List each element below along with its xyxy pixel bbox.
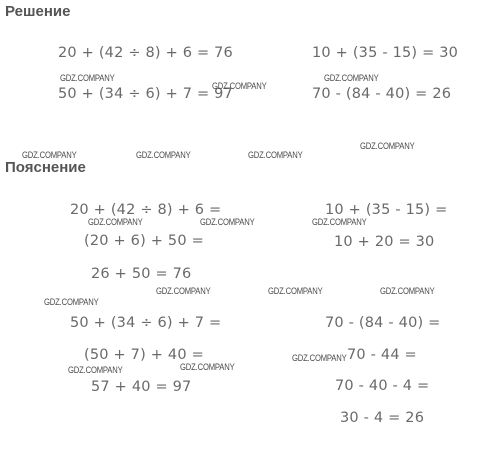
explanation-step-right: 30 - 4 = 26 — [340, 410, 425, 426]
watermark: GDZ.COMPANY — [88, 217, 143, 227]
explanation-step-right: 10 + (35 - 15) = — [325, 202, 448, 218]
watermark: GDZ.COMPANY — [156, 286, 211, 296]
explanation-step-right: 70 - (84 - 40) = — [325, 315, 441, 331]
watermark: GDZ.COMPANY — [292, 353, 347, 363]
solution-equation: 10 + (35 - 15) = 30 — [312, 45, 459, 61]
explanation-step-right: 70 - 44 = — [347, 347, 417, 363]
explanation-step-right: 70 - 40 - 4 = — [335, 378, 430, 394]
watermark: GDZ.COMPANY — [248, 150, 303, 160]
watermark: GDZ.COMPANY — [60, 73, 115, 83]
watermark: GDZ.COMPANY — [180, 362, 235, 372]
solution-equation: 50 + (34 ÷ 6) + 7 = 97 — [58, 86, 233, 102]
solution-heading: Решение — [5, 3, 71, 20]
explanation-step-left: 26 + 50 = 76 — [91, 266, 192, 282]
explanation-step-left: (50 + 7) + 40 = — [84, 347, 204, 363]
watermark: GDZ.COMPANY — [324, 73, 379, 83]
watermark: GDZ.COMPANY — [136, 150, 191, 160]
watermark: GDZ.COMPANY — [268, 286, 323, 296]
explanation-step-right: 10 + 20 = 30 — [334, 234, 435, 250]
solution-equation: 20 + (42 ÷ 8) + 6 = 76 — [58, 45, 233, 61]
watermark: GDZ.COMPANY — [22, 150, 77, 160]
explanation-step-left: (20 + 6) + 50 = — [84, 233, 204, 249]
explanation-step-left: 20 + (42 ÷ 8) + 6 = — [70, 202, 222, 218]
explanation-heading: Пояснение — [5, 159, 86, 176]
solution-equation: 70 - (84 - 40) = 26 — [312, 86, 452, 102]
watermark: GDZ.COMPANY — [380, 286, 435, 296]
watermark: GDZ.COMPANY — [212, 81, 267, 91]
watermark: GDZ.COMPANY — [360, 141, 415, 151]
watermark: GDZ.COMPANY — [200, 217, 255, 227]
watermark: GDZ.COMPANY — [44, 297, 99, 307]
explanation-step-left: 50 + (34 ÷ 6) + 7 = — [70, 315, 222, 331]
watermark: GDZ.COMPANY — [68, 365, 123, 375]
watermark: GDZ.COMPANY — [312, 217, 367, 227]
explanation-step-left: 57 + 40 = 97 — [91, 379, 192, 395]
